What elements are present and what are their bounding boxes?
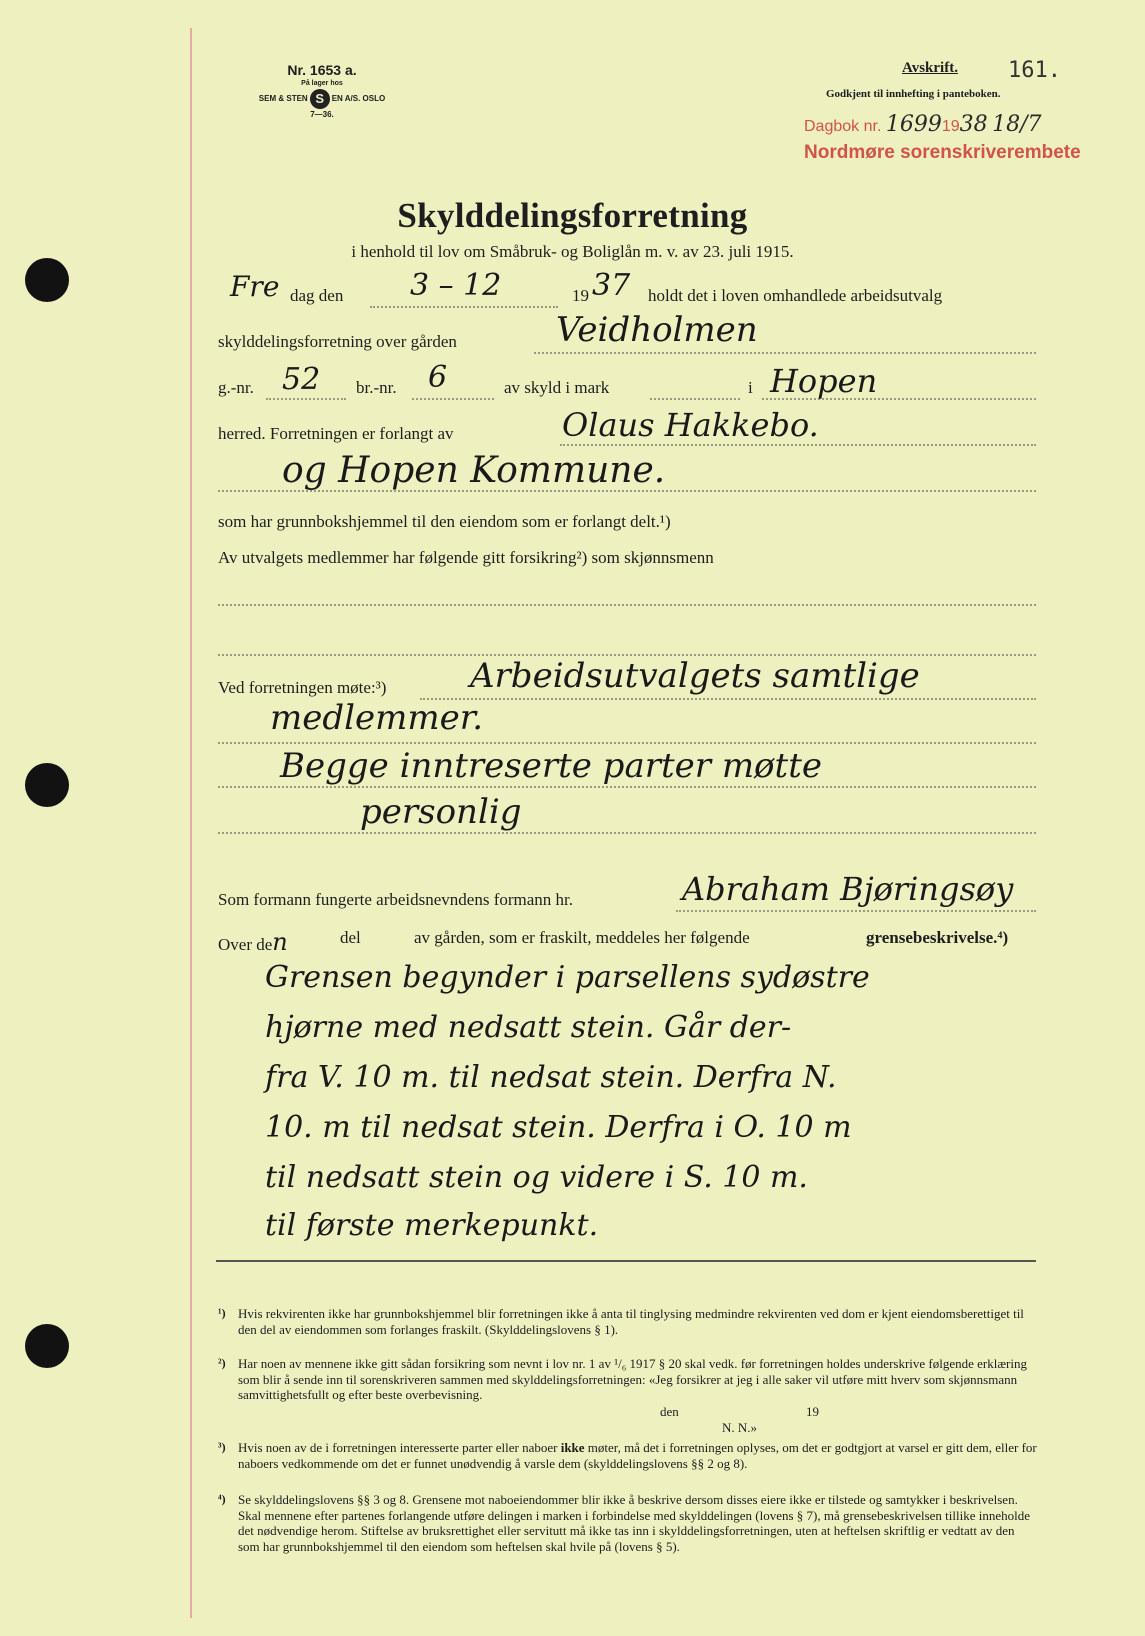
dotted-line	[534, 352, 1036, 354]
punch-hole	[25, 258, 69, 302]
dotted-line	[266, 398, 346, 400]
requester2-handwritten: og Hopen Kommune.	[282, 450, 666, 491]
footnote-rule	[216, 1260, 1036, 1262]
printer-logo: S	[310, 89, 330, 109]
i-label: i	[748, 378, 753, 397]
place-handwritten: Hopen	[770, 362, 878, 400]
dotted-line	[218, 604, 1036, 606]
printer-name: SEM & STEN S EN A/S. OSLO	[222, 89, 422, 109]
mote-label: Ved forretningen møte:³)	[218, 678, 387, 697]
grense-line-5: til nedsatt stein og videre i S. 10 m.	[265, 1160, 808, 1195]
dotted-line	[676, 910, 1036, 912]
dotted-line	[218, 742, 1036, 744]
year-handwritten: 37	[592, 268, 631, 303]
grense-line-3: fra V. 10 m. til nedsat stein. Derfra N.	[265, 1060, 837, 1095]
requester-handwritten: Olaus Hakkebo.	[562, 406, 819, 444]
page-number: 161.	[1008, 58, 1061, 83]
date-handwritten: 3 – 12	[410, 268, 502, 303]
gnr-label: g.-nr.	[218, 378, 254, 397]
herred-text: herred. Forretningen er forlangt av	[218, 424, 454, 443]
godkjent-note: Godkjent til innhefting i panteboken.	[826, 88, 1001, 100]
footnote-number: ⁴)	[218, 1492, 226, 1506]
over-de-label: Over den	[218, 928, 288, 956]
footnote-2-den: den	[660, 1404, 679, 1419]
over-garden-label: skylddelingsforretning over gården	[218, 332, 457, 351]
footnote-number: ³)	[218, 1440, 226, 1454]
footnote-1: Hvis rekvirenten ikke har grunnbokshjemmel blir forretningen ikke å anta til tinglysing medmindre rekvirenten ved dom er kjent eiendomsberettiget til den del av eiendommen som forlanges fraskilt. (Skylddelingslovens § 1).	[238, 1306, 1024, 1337]
footnote-number: ²)	[218, 1356, 226, 1370]
document-title: Skylddelingsforretning	[397, 196, 748, 235]
gnr-handwritten: 52	[282, 362, 321, 397]
formann-label: Som formann fungerte arbeidsnevndens formann hr.	[218, 890, 574, 909]
mote-handwritten-2: medlemmer.	[270, 698, 484, 738]
printer-line: På lager hos	[301, 80, 343, 87]
footnote-number: ¹)	[218, 1306, 226, 1320]
grense-line-1: Grensen begynder i parsellens sydøstre	[265, 960, 870, 995]
footnote-3: Hvis noen av de i forretningen interesserte parter eller naboer ikke møter, må det i forretningen oplyses, om det er godtgjort at varsel er gitt dem, eller for naboers vedkommende om det er funnet unødvendig å varsle dem (skylddelingslovens §§ 2 og 8).	[238, 1440, 1037, 1471]
printer-block	[222, 62, 422, 120]
form-number: Nr. 1653 a.	[287, 62, 357, 78]
dagbok-date: 18/7	[992, 112, 1042, 137]
grense-line-4: 10. m til nedsat stein. Derfra i O. 10 m	[265, 1110, 852, 1145]
dotted-line	[560, 444, 1036, 446]
dotted-line	[218, 786, 1036, 788]
footnote-2-nn: N. N.»	[722, 1420, 758, 1435]
dotted-line	[420, 698, 1036, 700]
dag-den-label: dag den	[290, 286, 344, 305]
dagbok-stamp: Dagbok nr. 16991938 18/7	[804, 112, 1042, 137]
skyld-label: av skyld i mark	[504, 378, 610, 397]
printer-date: 7—36.	[310, 110, 334, 119]
brnr-handwritten: 6	[428, 360, 448, 395]
footnote-2: Har noen av mennene ikke gitt sådan forsikring som nevnt i lov nr. 1 av ¹/₆ 1917 § 20 skal vedk. før forretningen holdes underskrive følgende erklæring som blir å sende inn til sorenskriveren sammen med skylddelingsforretningen: «Jeg forsikrer at jeg i alle saker vil utføre mitt hverv som skjønnsmann samvittighetsfullt og efter beste overbevisning.	[238, 1356, 1027, 1402]
av-garden-text: av gården, som er fraskilt, meddeles her følgende	[414, 928, 750, 947]
del-label: del	[340, 928, 361, 947]
dotted-line	[412, 398, 494, 400]
avskrift-label: Avskrift.	[902, 60, 958, 76]
punch-hole	[25, 1324, 69, 1368]
formann-handwritten: Abraham Bjøringsøy	[682, 870, 1014, 908]
footnote-2-year: 19	[806, 1404, 819, 1419]
mote-handwritten-3: Begge inntreserte parter møtte	[280, 746, 822, 786]
sorenskriver-stamp: Nordmøre sorenskriverembete	[804, 142, 1081, 163]
mote-handwritten-4: personlig	[360, 792, 522, 832]
punch-hole	[25, 763, 69, 807]
dagbok-number: 1699	[885, 112, 942, 137]
grunnbok-text: som har grunnbokshjemmel til den eiendom som er forlangt delt.¹)	[218, 512, 671, 531]
grense-line-6: til første merkepunkt.	[265, 1208, 599, 1243]
brnr-label: br.-nr.	[356, 378, 397, 397]
footnote-4: Se skylddelingslovens §§ 3 og 8. Grensene mot naboeiendommer blir ikke å beskrive dersom disses eiere ikke er tilstede og samtykker i beskrivelsen. Skal mennene efter partenes forlangende utføre delingen i marken i forbindelse med skylddelingen (lovens § 7), må grensebeskrivelsen tillike inneholde det nødvendige herom. Stiftelse av bruksrettighet eller servitutt må ikke tas inn i skylddelingsforretningen, uten at heftelsen skriftlig er vedtatt av den som har grunnbokshjemmel til den eiendom som heftelsen skal hvile på (lovens § 5).	[238, 1492, 1031, 1554]
farm-name-handwritten: Veidholmen	[556, 310, 758, 350]
document-subtitle: i henhold til lov om Småbruk- og Boliglån m. v. av 23. juli 1915.	[351, 242, 794, 261]
utvalgets-text: Av utvalgets medlemmer har følgende gitt forsikring²) som skjønnsmenn	[218, 548, 714, 567]
holdt-text: holdt det i loven omhandlede arbeidsutvalg	[648, 286, 943, 305]
margin-line	[190, 28, 192, 1618]
dotted-line	[650, 398, 740, 400]
grense-line-2: hjørne med nedsatt stein. Går der-	[265, 1010, 792, 1045]
day-handwritten: Fre	[230, 270, 280, 303]
dotted-line	[218, 832, 1036, 834]
dotted-line	[370, 306, 558, 308]
year-prefix: 19	[572, 286, 589, 305]
grense-label: grensebeskrivelse.⁴)	[866, 928, 1009, 947]
mote-handwritten-1: Arbeidsutvalgets samtlige	[470, 656, 920, 696]
